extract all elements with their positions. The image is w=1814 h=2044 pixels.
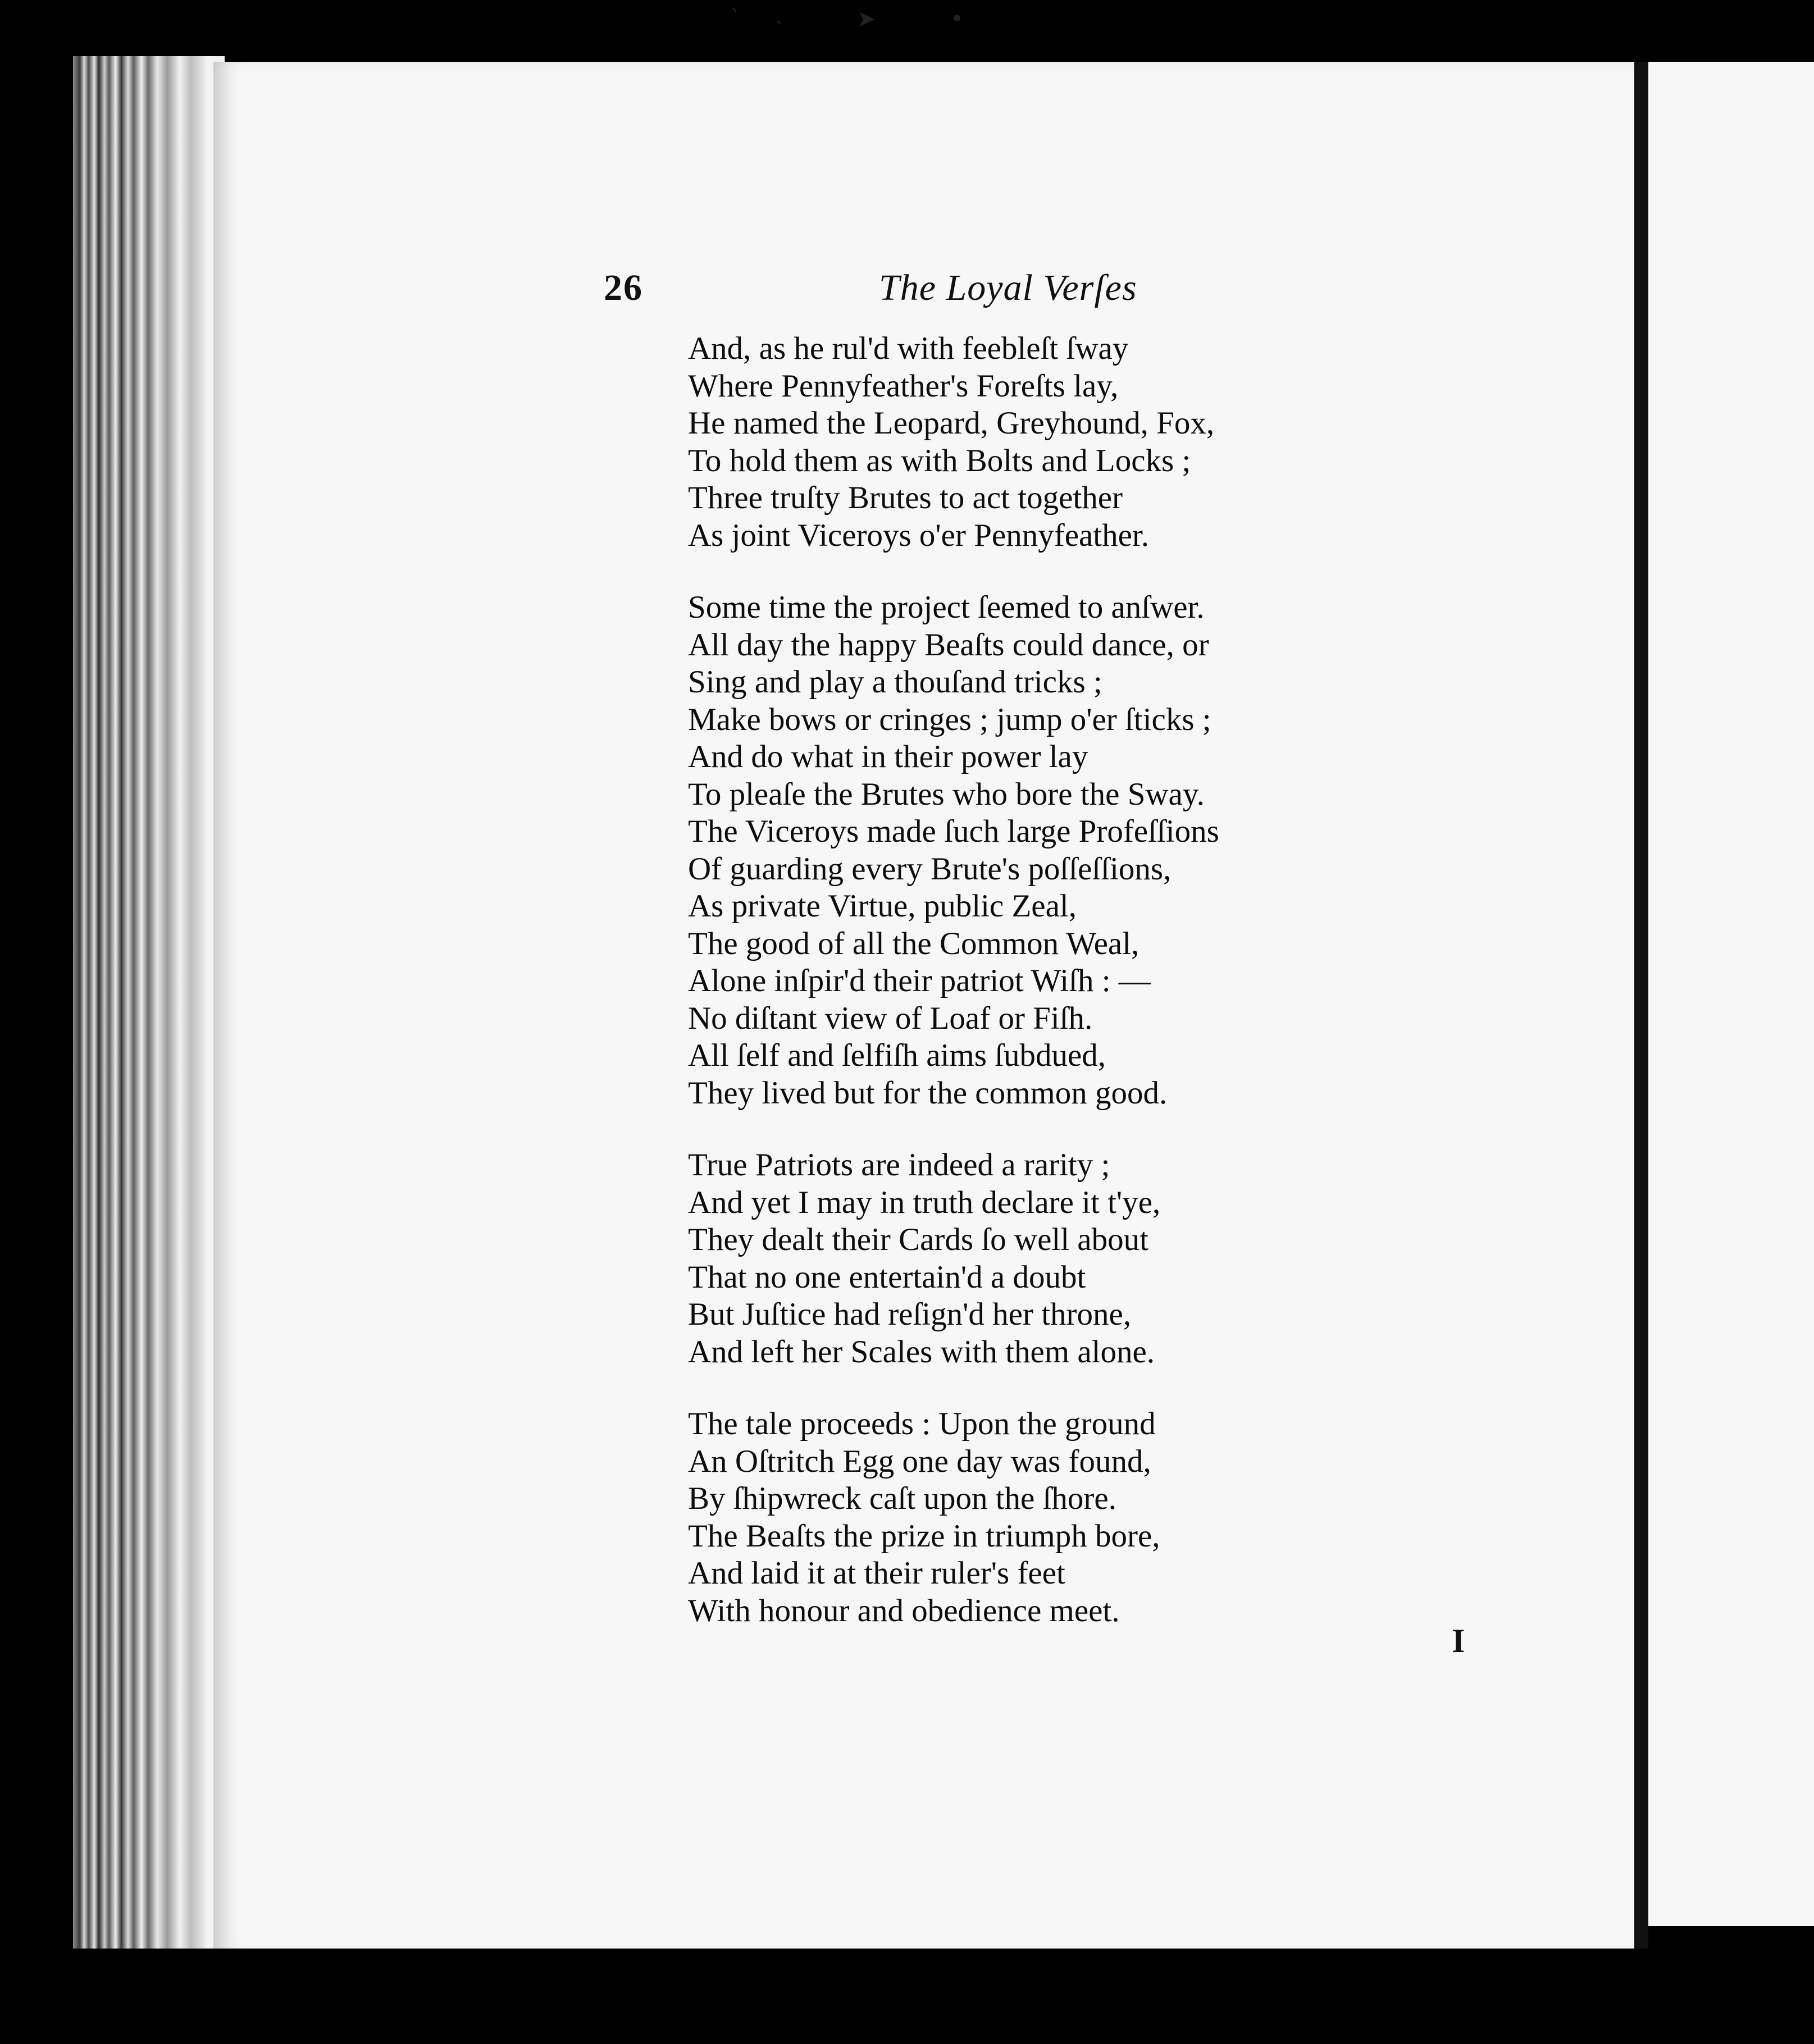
verse-line: Of guarding every Brute's poſſeſſions, <box>688 851 1172 887</box>
stacked-page-edges <box>73 56 225 1965</box>
verse-line: All day the happy Beaſts could dance, or <box>688 627 1209 663</box>
verse-line: The tale proceeds : Upon the ground <box>688 1406 1156 1441</box>
verse-line: As joint Viceroys o'er Pennyfeather. <box>688 517 1150 553</box>
verse-line: They lived but for the common good. <box>688 1075 1168 1111</box>
scan-border-bottom <box>0 1949 1814 2044</box>
running-head <box>604 267 1278 328</box>
verse-line: They dealt their Cards ſo well about <box>688 1222 1148 1257</box>
verse-line: And, as he rul'd with feebleſt ſway <box>688 331 1129 366</box>
verse-line: And yet I may in truth declare it t'ye, <box>688 1184 1161 1220</box>
running-title: The Loyal Verſes <box>879 267 1137 308</box>
verse-line: To pleaſe the Brutes who bore the Sway. <box>688 776 1205 812</box>
page-number: 26 <box>604 267 643 308</box>
verse-line: Sing and play a thouſand tricks ; <box>688 664 1102 700</box>
verse-line: All ſelf and ſelfiſh aims ſubdued, <box>688 1038 1106 1073</box>
verse-line: The Beaſts the prize in triumph bore, <box>688 1518 1160 1554</box>
poem-body <box>688 330 1362 1664</box>
verse-line: No diſtant view of Loaf or Fiſh. <box>688 1000 1093 1036</box>
verse-line: By ſhipwreck caſt upon the ſhore. <box>688 1481 1116 1516</box>
verse-line: Make bows or cringes ; jump o'er ſticks ; <box>688 701 1211 737</box>
verse-line: Some time the project ſeemed to anſwer. <box>688 590 1205 625</box>
stanza <box>688 330 1362 554</box>
verse-line: That no one entertain'd a doubt <box>688 1259 1086 1295</box>
verse-line: And laid it at their ruler's feet <box>688 1555 1065 1591</box>
scan-specks: ˋ˴ ➤ • <box>730 6 997 32</box>
stanza <box>688 1147 1362 1371</box>
verse-line: Alone inſpir'd their patriot Wiſh : — <box>688 963 1151 998</box>
verse-line: To hold them as with Bolts and Locks ; <box>688 442 1191 478</box>
facing-page-edge <box>1648 62 1814 1926</box>
verse-line: Three truſty Brutes to act together <box>688 480 1123 515</box>
verse-line: The good of all the Common Weal, <box>688 925 1140 961</box>
verse-line: The Viceroys made ſuch large Profeſſions <box>688 814 1219 849</box>
verse-line: True Patriots are indeed a rarity ; <box>688 1147 1110 1183</box>
page-gutter <box>1634 62 1648 1954</box>
verse-line: An Oſtritch Egg one day was found, <box>688 1443 1151 1479</box>
catchword: I <box>1452 1622 1465 1659</box>
verse-line: And left her Scales with them alone. <box>688 1334 1155 1370</box>
verse-line: Where Pennyfeather's Foreſts lay, <box>688 368 1119 404</box>
verse-line: With honour and obedience meet. <box>688 1593 1120 1628</box>
verse-line: He named the Leopard, Greyhound, Fox, <box>688 405 1215 441</box>
stanza <box>688 589 1362 1112</box>
stanza <box>688 1406 1362 1630</box>
verse-line: But Juſtice had reſign'd her throne, <box>688 1297 1132 1332</box>
verse-line: As private Virtue, public Zeal, <box>688 888 1077 924</box>
verse-line: And do what in their power lay <box>688 739 1088 774</box>
